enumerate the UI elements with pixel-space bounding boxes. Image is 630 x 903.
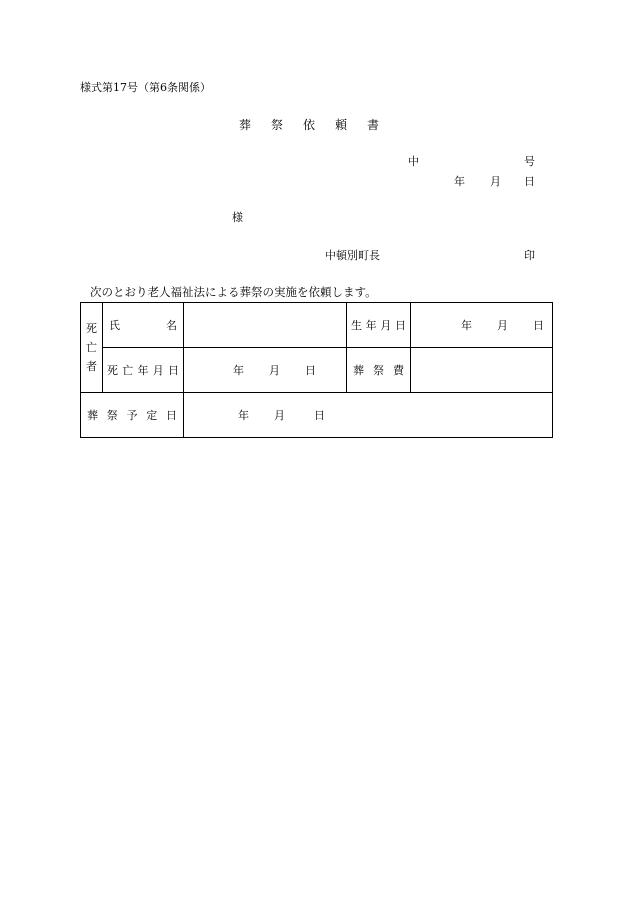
form-number-label: 様式第17号（第6条関係） (80, 81, 211, 94)
sender-name: 中頓別町長 (325, 249, 380, 262)
issue-date-day-label: 日 (524, 175, 535, 188)
death-date-field[interactable]: 年 月 日 (184, 348, 347, 393)
deceased-group-label: 死 亡 者 (81, 303, 103, 393)
issue-date-year-label: 年 (454, 175, 465, 188)
scheduled-date-label: 葬 祭 予 定 日 (81, 393, 184, 438)
scheduled-date-field[interactable]: 年 月 日 (184, 393, 553, 438)
reference-prefix: 中 (408, 155, 419, 168)
birth-date-label: 生 年 月 日 (347, 303, 411, 348)
funeral-cost-field[interactable] (411, 348, 553, 393)
funeral-cost-label: 葬 祭 費 (347, 348, 411, 393)
death-date-label: 死 亡 年 月 日 (103, 348, 184, 393)
name-label: 氏 名 (103, 303, 184, 348)
table-row-name (81, 303, 553, 348)
document-title: 葬祭依頼書 (239, 118, 400, 132)
seal-mark: 印 (524, 249, 535, 262)
reference-suffix: 号 (524, 155, 535, 168)
table-row-death (81, 348, 553, 393)
funeral-request-table (80, 302, 553, 438)
table-row-scheduled (81, 393, 553, 438)
intro-text: 次のとおり老人福祉法による葬祭の実施を依頼します。 (90, 285, 377, 299)
name-field[interactable] (184, 303, 347, 348)
birth-date-field[interactable]: 年 月 日 (411, 303, 553, 348)
issue-date-month-label: 月 (490, 175, 501, 188)
addressee-honorific: 様 (232, 211, 243, 224)
